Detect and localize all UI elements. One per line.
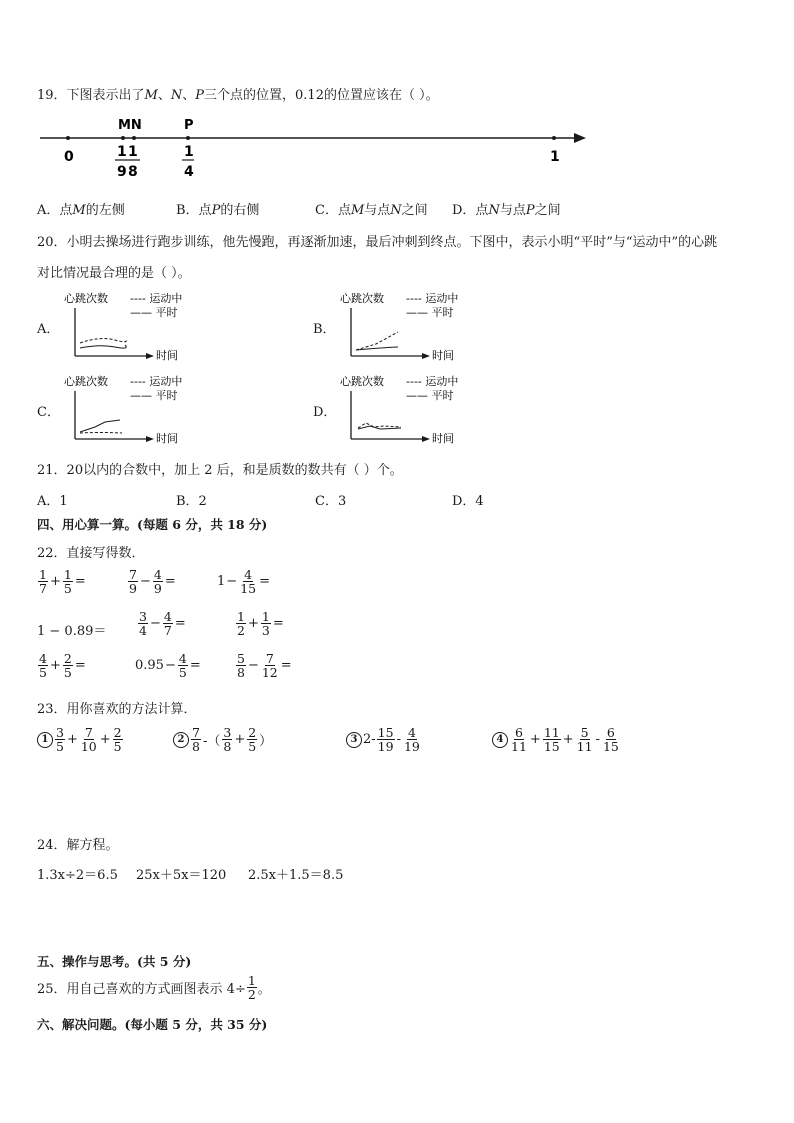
chart-a-arrow <box>146 353 154 359</box>
chart-a-ylabel: 心跳次数 <box>64 292 108 305</box>
q22-expr-5: $\frac{3}{4}$ − $\frac{4}{7}$ = <box>139 609 186 638</box>
fraction: $\frac{4}{19}$ <box>403 725 420 754</box>
opt-text: 与点 <box>364 203 391 218</box>
opt-text: 之间 <box>534 203 561 218</box>
q19-option-c[interactable] <box>315 199 428 218</box>
circled-number: 2 <box>173 732 189 748</box>
fraction: $\frac{1}{7}$ <box>39 567 47 596</box>
q19-sep: 、 <box>157 88 171 103</box>
circled-number: 4 <box>492 732 508 748</box>
q21-option-a[interactable]: A．1 <box>37 494 68 509</box>
tick-zero: 0 <box>64 149 74 165</box>
chart-c-legend-solid: —— 平时 <box>130 389 178 402</box>
point-n-label: N <box>488 203 500 218</box>
fraction: $\frac{11}{15}$ <box>543 725 560 754</box>
q19-option-a[interactable] <box>37 199 125 218</box>
fraction: $\frac{4}{5}$ <box>39 651 47 680</box>
opt-text: 与点 <box>499 203 526 218</box>
q22-expr-2: $\frac{7}{9}$ − $\frac{4}{9}$ = <box>129 567 176 596</box>
point-m-label: M <box>72 203 86 218</box>
chart-a-letter[interactable]: A． <box>37 322 60 337</box>
point-m <box>121 136 125 140</box>
chart-d-arrow <box>422 436 430 442</box>
section-6-title: 六、解决问题。(每小题 5 分，共 35 分) <box>37 1017 268 1032</box>
fraction: $\frac{6}{11}$ <box>511 725 527 754</box>
fraction: $\frac{4}{15}$ <box>240 567 257 596</box>
q19-stem <box>37 84 439 103</box>
opt-text: B．点 <box>176 203 212 218</box>
chart-d-letter[interactable]: D． <box>313 405 337 420</box>
chart-a-legend-solid: —— 平时 <box>130 306 178 319</box>
chart-b-ylabel: 心跳次数 <box>340 292 384 305</box>
fraction: $\frac{2}{5}$ <box>113 725 122 754</box>
q24-equation-3: 2.5x＋1.5＝8.5 <box>248 868 344 883</box>
section-4-title: 四、用心算一算。(每题 6 分，共 18 分) <box>37 517 268 532</box>
chart-d[interactable] <box>336 371 546 447</box>
q24-equation-1: 1.3x÷2＝6.5 <box>37 868 118 883</box>
chart-c-ylabel: 心跳次数 <box>64 375 108 388</box>
chart-a-xlabel: 时间 <box>156 349 178 362</box>
chart-b-legend-solid: —— 平时 <box>406 306 454 319</box>
q19-option-d[interactable] <box>452 199 561 218</box>
tick-one: 1 <box>550 149 560 165</box>
opt-text: A．点 <box>37 203 73 218</box>
q19-sep: 、 <box>182 88 196 103</box>
q22-expr-7: $\frac{4}{5}$ + $\frac{2}{5}$ = <box>39 651 86 680</box>
opt-text: 的左侧 <box>85 203 125 218</box>
q20-stem-line2: 对比情况最合理的是（ ）。 <box>37 266 191 281</box>
fraction: $\frac{15}{19}$ <box>377 725 394 754</box>
chart-b[interactable] <box>336 288 546 364</box>
frac-n-num: 1 <box>128 144 138 160</box>
point-n-label: N <box>170 88 183 103</box>
chart-c-line-exercise <box>80 433 122 434</box>
q23-problem-2: 2 $\frac{7}{8}$ -（ $\frac{3}{8}$ + $\frac{2}{5}$ ） <box>173 726 273 753</box>
chart-d-xlabel: 时间 <box>432 432 454 445</box>
q19-stem-prefix: 19．下图表示出了 <box>37 88 145 103</box>
q22-expr-1: $\frac{1}{7}$ + $\frac{1}{5}$ = <box>39 567 86 596</box>
number-line <box>30 112 600 187</box>
q23-problem-1: 1 $\frac{3}{5}$ + $\frac{7}{10}$ + $\frac{2}{5}$ <box>37 726 124 753</box>
q22-expr-9: $\frac{5}{8}$ − $\frac{7}{12}$ = <box>237 651 292 680</box>
q25-stem: 25．用自己喜欢的方式画图表示 4÷ $\frac{1}{2}$ 。 <box>37 973 271 1002</box>
point-zero <box>66 136 70 140</box>
point-n <box>132 136 136 140</box>
chart-c-legend-dash: ---- 运动中 <box>130 375 183 388</box>
point-one <box>552 136 556 140</box>
q22-expr-4: 1 − 0.89＝ <box>37 624 107 639</box>
fraction: $\frac{7}{9}$ <box>129 567 137 596</box>
chart-a[interactable] <box>60 288 270 364</box>
circled-number: 1 <box>37 732 53 748</box>
q22-expr-8: 0.95 − $\frac{4}{5}$ = <box>135 651 201 680</box>
fraction: $\frac{4}{7}$ <box>163 609 172 638</box>
fraction: $\frac{4}{9}$ <box>153 567 162 596</box>
chart-c-letter[interactable]: C． <box>37 405 60 420</box>
number-line-arrow <box>574 133 586 143</box>
fraction: $\frac{7}{10}$ <box>80 725 97 754</box>
chart-b-xlabel: 时间 <box>432 349 454 362</box>
fraction: $\frac{4}{5}$ <box>178 651 187 680</box>
q21-option-b[interactable]: B．2 <box>176 494 207 509</box>
chart-c-arrow <box>146 436 154 442</box>
point-p <box>186 136 190 140</box>
fraction: $\frac{7}{12}$ <box>261 651 278 680</box>
chart-d-legend-solid: —— 平时 <box>406 389 454 402</box>
q19-stem-suffix: 三个点的位置，0.12的位置应该在（ ）。 <box>204 88 439 103</box>
chart-b-arrow <box>422 353 430 359</box>
point-n-label: N <box>390 203 402 218</box>
q21-option-d[interactable]: D．4 <box>452 494 484 509</box>
q22-stem: 22．直接写得数． <box>37 546 145 561</box>
fraction: $\frac{1}{2}$ <box>247 973 256 1002</box>
point-m-label: M <box>350 203 365 218</box>
point-p-label: P <box>525 203 535 218</box>
section-5-title: 五、操作与思考。(共 5 分) <box>37 954 192 969</box>
chart-b-letter[interactable]: B． <box>313 322 336 337</box>
fraction: $\frac{3}{5}$ <box>56 725 64 754</box>
opt-text: 之间 <box>401 203 428 218</box>
frac-p-den: 4 <box>184 164 194 180</box>
chart-d-line-normal <box>358 426 401 429</box>
chart-c-line-normal <box>80 420 120 432</box>
fraction: $\frac{2}{5}$ <box>63 651 72 680</box>
frac-n-den: 8 <box>128 164 138 180</box>
point-p-label: P <box>211 203 221 218</box>
q24-stem: 24．解方程。 <box>37 838 119 853</box>
fraction: $\frac{1}{2}$ <box>237 609 245 638</box>
q23-stem: 23．用你喜欢的方法计算． <box>37 702 197 717</box>
fraction: $\frac{3}{8}$ <box>223 725 232 754</box>
opt-text: 的右侧 <box>220 203 260 218</box>
chart-b-legend-dash: ---- 运动中 <box>406 292 459 305</box>
label-mn: MN <box>118 118 142 133</box>
chart-a-legend-dash: ---- 运动中 <box>130 292 183 305</box>
point-p-label: P <box>195 88 205 103</box>
opt-text: D．点 <box>452 203 489 218</box>
chart-d-legend-dash: ---- 运动中 <box>406 375 459 388</box>
fraction: $\frac{3}{4}$ <box>139 609 147 638</box>
fraction: $\frac{7}{8}$ <box>192 725 200 754</box>
q24-equation-2: 25x＋5x＝120 <box>136 868 227 883</box>
q22-expr-3: 1 − $\frac{4}{15}$ = <box>217 567 270 596</box>
q23-problem-3: 3 2- $\frac{15}{19}$ - $\frac{4}{19}$ <box>346 726 422 753</box>
point-m-label: M <box>144 88 158 103</box>
q22-expr-6: $\frac{1}{2}$ + $\frac{1}{3}$ = <box>237 609 284 638</box>
fraction: $\frac{5}{11}$ <box>576 725 593 754</box>
chart-c[interactable] <box>60 371 270 447</box>
frac-m-num: 1 <box>117 144 127 160</box>
opt-text: C．点 <box>315 203 351 218</box>
q19-option-b[interactable] <box>176 199 259 218</box>
chart-a-line-normal <box>80 345 126 348</box>
chart-c-xlabel: 时间 <box>156 432 178 445</box>
frac-m-den: 9 <box>117 164 127 180</box>
fraction: $\frac{2}{5}$ <box>248 725 257 754</box>
q21-stem: 21．20以内的合数中，加上 2 后，和是质数的数共有（ ）个。 <box>37 463 403 478</box>
q20-stem-line1: 20．小明去操场进行跑步训练，他先慢跑，再逐渐加速，最后冲刺到终点。下图中，表示小明“平时”与“运动中”的心跳 <box>37 235 718 250</box>
q21-option-c[interactable]: C．3 <box>315 494 347 509</box>
label-p: P <box>184 118 194 133</box>
fraction: $\frac{6}{15}$ <box>602 725 619 754</box>
chart-a-line-exercise <box>80 339 126 343</box>
fraction: $\frac{1}{5}$ <box>63 567 72 596</box>
chart-d-ylabel: 心跳次数 <box>340 375 384 388</box>
fraction: $\frac{5}{8}$ <box>237 651 245 680</box>
fraction: $\frac{1}{3}$ <box>261 609 270 638</box>
q23-problem-4: 4 $\frac{6}{11}$ + $\frac{11}{15}$ + $\frac{5}{11}$ - $\frac{6}{15}$ <box>492 726 621 753</box>
circled-number: 3 <box>346 732 362 748</box>
frac-p-num: 1 <box>184 144 194 160</box>
